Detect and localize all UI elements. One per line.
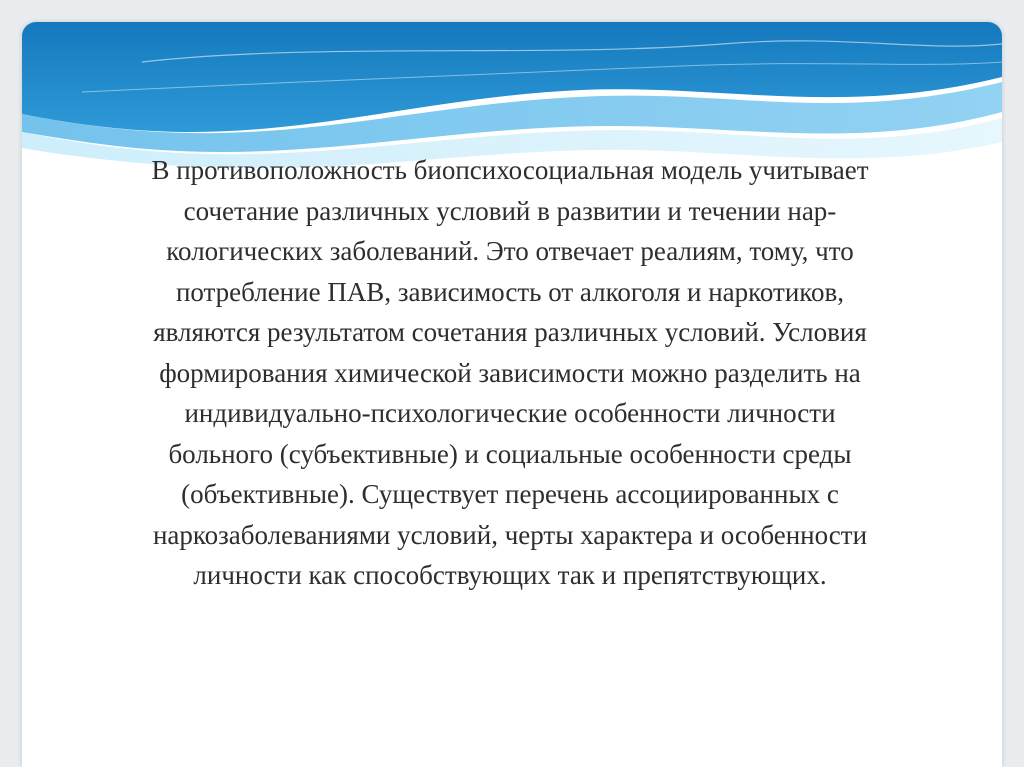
slide-body-text: В противоположность биопсихосоциальная модель учитывает сочетание различных условий в развитии и течении нар- кологических заболеваний. Это отвечает реалиям, тому, что потребление ПАВ, зависимость от алкоголя и наркотиков, являются результатом сочетания различных условий. Условия формирования химической зависимости можно разделить на индивидуально-психологические особенности личности больного (субъективные) и социальные особенности среды (объективные). Существует перечень ассоциированных с наркозаболеваниями условий, черты характера и особенности личности как способствующих так и препятствующих. bbox=[151, 155, 869, 590]
slide bbox=[22, 22, 1002, 767]
